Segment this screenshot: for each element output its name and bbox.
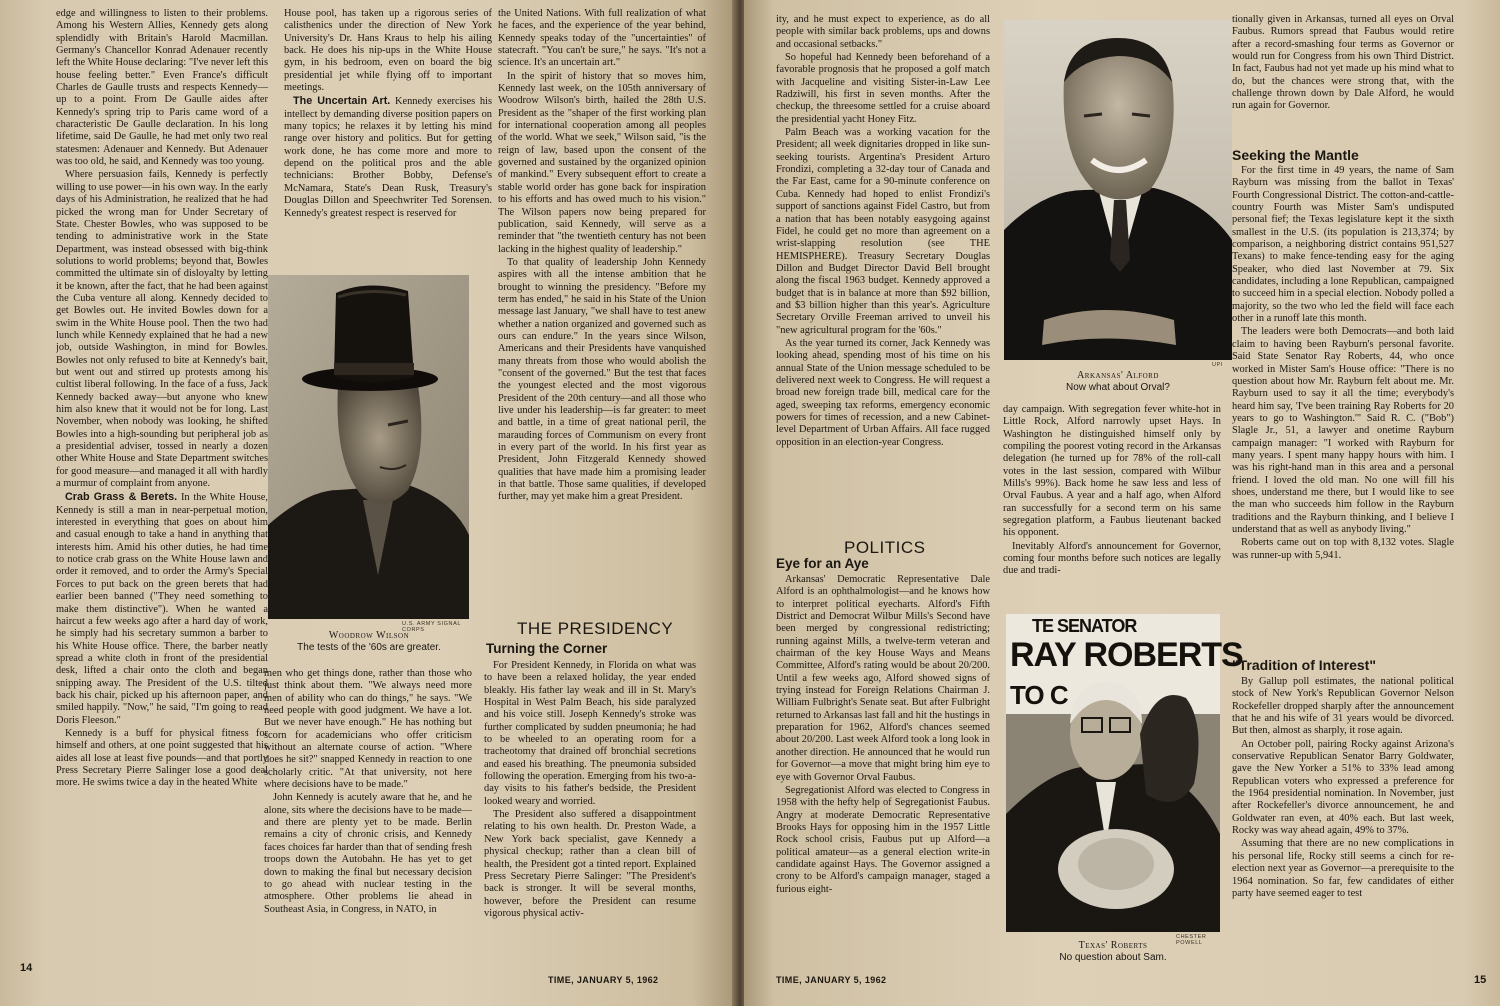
- subheading-uncertain-art: The Uncertain Art.: [293, 95, 391, 108]
- paragraph: day campaign. With segregation fever white-hot in Little Rock, Alford narrowly upset Hays. In Washington he distinguished himself only by compiling the poorest voting record in the Arkansas delegation (he turned up for 78% of the roll-call votes in the last session, compared with Wilbur Mills's 99%). Back home he saw less and less of Orval Faubus. A year and a half ago, when Alford ran successfully for a second term on his same segregation platform, a Faubus lieutenant backed his opponent.: [1003, 404, 1221, 539]
- paragraph: Arkansas' Democratic Representative Dale Alford is an ophthalmologist—and he knows how to interpret political eyecharts. Alford's Fifth District and Democrat Wilbur Mills's Second have been merged by congressional redistricting; running against Mills, a twelve-term veteran and chairman of the key House Ways and Means Committee, Alford's rating would be about 20/200. Until a few weeks ago, Alford showed signs of trying instead for Foreign Relations Chairman J. William Fulbright's Senate seat. But after Fulbright returned to Arkansas last fall and hit the hustings in preparation for 1962, Alford's chances seemed about 20/200. Last week Alford took a long look in another direction. He announced that he would run for Governor—a move that might bring him eye to eye with Governor Orval Faubus.: [776, 574, 990, 783]
- right-column-3-top: [1232, 14, 1454, 138]
- photo-alford: [1004, 20, 1232, 360]
- left-column-1: [56, 8, 268, 960]
- left-column-3-bottom: [484, 660, 696, 960]
- paragraph: Segregationist Alford was elected to Congress in 1958 with the hefty help of Segregationist Faubus. Angry at moderate Democratic Representative Brooks Hays for opposing him in the 1957 Little Rock school crisis, Faubus put up Alford—a political amateur—as a general election write-in candidate against Hays. The Governor assigned a crony to be Alford's campaign manager, staged a furious eight-: [776, 784, 990, 895]
- photo-credit: CHESTER POWELL: [1176, 934, 1207, 946]
- right-column-1-bottom: [776, 574, 990, 960]
- section-heading-presidency: THE PRESIDENCY: [517, 619, 674, 638]
- caption-wilson: [268, 630, 470, 654]
- left-column-3-top: [498, 8, 706, 614]
- right-column-2-mid: [1003, 404, 1221, 610]
- photo-woodrow-wilson: [268, 275, 469, 619]
- paragraph: Roberts came out on top with 8,132 votes. Slagle was runner-up with 5,941.: [1232, 537, 1454, 561]
- sign-name-text: RAY ROBERTS: [1010, 636, 1243, 674]
- paragraph: The President also suffered a disappointment relating to his own health. Dr. Preston Wade, a New York back specialist, gave Kennedy a physical checkup; rather than a clean bill of health, the President got a tinted report. Explained Press Secretary Pierre Salinger: "The President's back is stronger. It will be several months, however, before the President can resume vigorous physical activ-: [484, 809, 696, 919]
- paragraph: An October poll, pairing Rocky against Arizona's conservative Republican Senator Barry Goldwater, gave the New Yorker a 51% to 33% lead among Republican voters who expressed a preference for the 1964 presidential nomination. In November, just after Rockefeller's divorce announcement, he and Goldwater ran even, at 40% each. But last week, Rocky was way ahead again, 49% to 37%.: [1232, 738, 1454, 837]
- portrait-image: [1004, 20, 1232, 360]
- paragraph: Kennedy is a buff for physical fitness for himself and others, at one point suggested that his aides all lose at least five pounds—and that portly Press Secretary Pierre Salinger lose a good deal more. He swims twice a day in the heated White: [56, 727, 268, 789]
- right-column-3-mantle: [1232, 165, 1454, 653]
- page-number: 15: [1474, 974, 1487, 986]
- story-heading-tradition: "Tradition of Interest": [1232, 657, 1376, 673]
- paragraph: To that quality of leadership John Kennedy aspires with all the intense ambition that he brought to winning the presidency. "Before my term has ended," he said in his State of the Union message last January, "we shall have to test anew whether a nation organized and governed such as ours can endure." In the years since Wilson, Americans and their Presidents have vanquished many threats from those who would abolish the "consent of the governed." But the test that faces the youngest elected and the most vigorous President of the 20th century—and all those who live under his leadership—is far greater: to meet and battle, in a time of great national peril, the marauding forces of Communism on every front in every part of the world. In his first year as President, John Fitzgerald Kennedy showed qualities that have made him a promising leader in that battle. Those same qualities, if developed further, may yet make him a great President.: [498, 256, 706, 503]
- paragraph: Inevitably Alford's announcement for Governor, coming four months before such notices are legally due and tradi-: [1003, 540, 1221, 577]
- paragraph: the United Nations. With full realization of what he faces, and the experience of the year behind, Kennedy speaks today of the "uncertainties" of statecraft. "You can't be sure," he says. "It's not a science. It's an uncertain art.": [498, 8, 706, 69]
- paragraph: Palm Beach was a working vacation for the President; all week dignitaries dropped in like sun-seeking tourists. Argentina's President Arturo Frondizi, completing a 32-day tour of Canada and the Far East, came for a 90-minute conference on Cuba. Kennedy had hoped to enlist Frondizi's support of sanctions against Fidel Castro, but from a nation that has been notably easygoing against Fidel, he could get no more than agreement on a wrist-slapping resolution (see THE HEMISPHERE). Treasury Secretary Douglas Dillon and Budget Director David Bell brought along the fiscal 1963 budget. Kennedy approved a budget that is in balance at more than $92 billion, and $3 billion higher than this year's. Agriculture Secretary Orville Freeman arrived to unveil his "new agricultural program for the '60s.": [776, 127, 990, 336]
- paragraph: Where persuasion fails, Kennedy is perfectly willing to use power—in his own way. In the early days of his Administration, he realized that he had picked the wrong man for Under Secretary of State. Chester Bowles, who was supposed to be tending to administrative work in the State Department, was instead obsessed with big-think solutions to world problems; beyond that, Bowles committed the ultimate sin of disloyalty by letting it be known, after the fact, that he had been against the Cuba venture all along. Kennedy decided to get Bowles out. He invited Bowles down for a swim in the White House pool. Then the two had lunch while Kennedy explained that he had a new job, outside Washington, in mind for Bowles. Bowles not only refused to bite at Kennedy's bait, but went out and stirred up protests among his cultist liberal following. In the face of a fuss, Jack Kennedy backed away—but anyone who knew him also knew that it would not be for long. Last November, when nobody was looking, he shifted Bowles into a high-sounding but peripheral job as a presidential adviser, tossed in nearly a dozen other White House and State Department switches for good measure—and managed it all with hardly a murmur of complaint from anyone.: [56, 169, 268, 490]
- caption-name: Arkansas' Alford: [1077, 370, 1159, 381]
- sign-top-text: TE SENATOR: [1032, 616, 1137, 636]
- paragraph: The leaders were both Democrats—and both laid claim to having been Rayburn's personal favorite. Said State Senator Ray Roberts, 44, who once worked in Mister Sam's House office: "There is no question about how Mr. Rayburn felt about me. Mr. Rayburn used to say it all the time; everybody's heard him say, 'I've been training Ray Roberts for 20 years to go to Washington.'" Said R. C. ("Bob") Slagle Jr., 51, a lawyer and onetime Rayburn campaign manager: "I worked with Rayburn for many years. I spent many happy hours with him. I was his right-hand man in this area and a personal friend. I loved the old man. No one will fill his shoes, understand me there, but I would like to see the man who succeeds him follow in the Rayburn traditions and the Rayburn thinking, and I believe I understand that as well as anybody living.": [1232, 326, 1454, 535]
- page-footer: TIME, JANUARY 5, 1962: [776, 975, 887, 985]
- caption-roberts: [1006, 940, 1220, 964]
- paragraph: In the spirit of history that so moves him, Kennedy last week, on the 105th anniversary of Woodrow Wilson's birth, hailed the 28th U.S. President as the "shaper of the first working plan for international cooperation among all peoples of the world. What we seek," Wilson said, "is the reign of law, based upon the consent of the governed and sustained by the organized opinion of mankind." Every subsequent effort to create a stable world order has gone back for inspiration to his efforts and has owed much to his vision." The Wilson papers now being prepared for publication, said Kennedy, will serve as a reminder that "the twentieth century has not been lacking in the highest quality of leadership.": [498, 70, 706, 255]
- caption-name: Woodrow Wilson: [328, 630, 410, 641]
- caption-alford: [1004, 370, 1232, 394]
- photo-credit: UPI: [1212, 362, 1223, 368]
- story-heading-eye-for-aye: Eye for an Aye: [776, 556, 869, 571]
- paragraph: House pool, has taken up a rigorous series of calisthenics under the direction of New York University's Dr. Hans Kraus to help his ailing back. He does his nip-ups in the White House gym, in his bedroom, even on board the big presidential jet while flying off to important meetings.: [284, 8, 492, 94]
- paragraph: edge and willingness to listen to their problems. Among his Western Allies, Kennedy gets along splendidly with Britain's Harold Macmillan. Germany's Chancellor Konrad Adenauer recently left the White House declaring: "I've never left this house feeling better." Even France's difficult Charles de Gaulle trusts and respects Kennedy—up to a point. From De Gaulle aides after Kennedy's spring trip to Paris came word of a characteristic De Gaulle declaration. In his long lifetime, said De Gaulle, he had met only two real statesmen: Adenauer and Kennedy. But Adenauer was too old, he said, and Kennedy was too young.: [56, 8, 268, 168]
- paragraph: ity, and he must expect to experience, as do all people with similar back problems, ups and downs and occasional setbacks.": [776, 14, 990, 50]
- left-page: [0, 0, 736, 1006]
- story-heading-turning-corner: Turning the Corner: [486, 641, 608, 656]
- page-number: 14: [20, 962, 33, 974]
- right-page: [744, 0, 1500, 1006]
- right-column-1-top: [776, 14, 990, 526]
- subheading-crab-grass: Crab Grass & Berets.: [65, 491, 178, 504]
- left-column-2-bottom: [264, 668, 472, 958]
- paragraph: For the first time in 49 years, the name of Sam Rayburn was missing from the ballot in Texas' Fourth Congressional District. The cotton-and-cattle-country Fourth was Mister Sam's undisputed personal fief; the Texas legislature kept it the sixth smallest in the U.S. (its population is 213,374; by comparison, a neighboring district contains 951,527 Texans) to make fence-tending easy for the aging Speaker, who died last November at 79. Six candidates, including a lone Republican, campaigned to succeed him in a special election. Nobody polled a majority, so the two who led the field will face each other in a runoff late this month.: [1232, 165, 1454, 325]
- right-column-3-tradition: [1232, 676, 1454, 966]
- paragraph: Kennedy exercises his intellect by demanding diverse position papers on many topics; he relaxes it by letting his mind range over history and politics. But for getting work done, he has come more and more to depend on the political pros and the able technicians: Brother Bobby, Defense's McNamara, State's Dean Rusk, Treasury's Douglas Dillon and Speechwriter Ted Sorensen. Kennedy's greatest respect is reserved for: [284, 96, 492, 219]
- photo-credit: U.S. ARMY SIGNAL CORPS: [402, 621, 461, 633]
- sign-bottom-text: TO C: [1010, 680, 1068, 710]
- portrait-image: [268, 275, 469, 619]
- caption-name: Texas' Roberts: [1078, 940, 1148, 951]
- paragraph: Assuming that there are no new complications in his personal life, Rocky still seems a cinch for re-election next year as Governor—a prerequisite to the 1964 nomination. So far, few candidates of either party have seemed eager to test: [1232, 838, 1454, 899]
- paragraph: For President Kennedy, in Florida on what was to have been a relaxed holiday, the year ended bleakly. His father lay weak and ill in St. Mary's Hospital in West Palm Beach, his side paralyzed and his voice still. Joseph Kennedy's stroke was further complicated by sudden pneumonia; he had to be wheeled to an operating room for a tracheotomy that drained off bronchial secretions and eased his breathing. The pneumonia subsided following the operation. Emerging from his two-a-day visits to his father's bedside, the President looked weary and worried.: [484, 660, 696, 807]
- page-footer: TIME, JANUARY 5, 1962: [548, 975, 659, 985]
- paragraph: men who get things done, rather than those who just think about them. "We always need more men of ability who can do things," he says. "We need people with good judgment. We have a lot. But we never have enough." He has nothing but scorn for academicians who offer criticism without an alternate course of action. "Where does he sit?" snapped Kennedy in reaction to one scholarly critic. "At that university, not here where decisions have to be made.": [264, 668, 472, 791]
- caption-text: No question about Sam.: [1059, 952, 1167, 963]
- paragraph: In the White House, Kennedy is still a man in near-perpetual motion, interested in everything that goes on about him and casual enough to take a hand in anything that interests him. Amid his other duties, he had time to notice crab grass on the White House lawn and order it removed, and to order the Army's Special Forces to put back on the green berets that had earlier been banned ("They need something to make them distinctive"). When he wanted a haircut a few weeks ago after a hard day of work, he simply had his secretary summon a barber to his White House office. There, the barber neatly spread a white cloth in front of the presidential desk, lifted a chair onto the cloth and began snipping away. The President of the U.S. tilted back his chair, picked up his afternoon paper, and smiled happily. "Now," he said, "I'm going to read Doris Fleeson.": [56, 492, 268, 726]
- paragraph: So hopeful had Kennedy been beforehand of a favorable prognosis that he proposed a golf match with Jacqueline and visiting Sister-in-Law Lee Radziwill, his first in seven months. After the checkup, the threesome settled for a cruise aboard the presidential yacht Honey Fitz.: [776, 52, 990, 125]
- paragraph: John Kennedy is acutely aware that he, and he alone, sits where the decisions have to be made—and there are plenty yet to be made. Berlin remains a city of chronic crisis, and Kennedy faces choices far harder than that of sending fresh troops down the Autobahn. He has yet to get down to making the final but necessary decision to go ahead with nuclear testing in the atmosphere. Other problems lie ahead in Southeast Asia, in Congress, in NATO, in: [264, 792, 472, 915]
- paragraph: As the year turned its corner, Jack Kennedy was looking ahead, spending most of his time on his annual State of the Union message scheduled to be delivered next week to Congress. He will request a broad new foreign trade bill, medical care for the aged, sweeping tax reforms, emergency economic powers for times of recession, and a new Cabinet-level Department of Urban Affairs. All face rugged opposition in an election-year Congress.: [776, 337, 990, 448]
- left-column-2-top: [284, 8, 492, 270]
- caption-text: The tests of the '60s are greater.: [297, 642, 441, 653]
- paragraph: tionally given in Arkansas, turned all eyes on Orval Faubus. Rumors spread that Faubus would retire after a record-smashing four terms as Governor or would run for Congress from his own Third District. In fact, Faubus had not yet made up his mind what to do, but the chances were strong that, with the challenge thrown down by Dale Alford, he would run again for Governor.: [1232, 14, 1454, 112]
- section-heading-politics: POLITICS: [844, 538, 926, 557]
- paragraph: By Gallup poll estimates, the national political stock of New York's Republican Governor Nelson Rockefeller dropped sharply after the announcement that he and his wife of 31 years would be divorced. But then, almost as sharply, it rose again.: [1232, 676, 1454, 737]
- caption-text: Now what about Orval?: [1066, 382, 1170, 393]
- story-heading-seeking-mantle: Seeking the Mantle: [1232, 147, 1359, 163]
